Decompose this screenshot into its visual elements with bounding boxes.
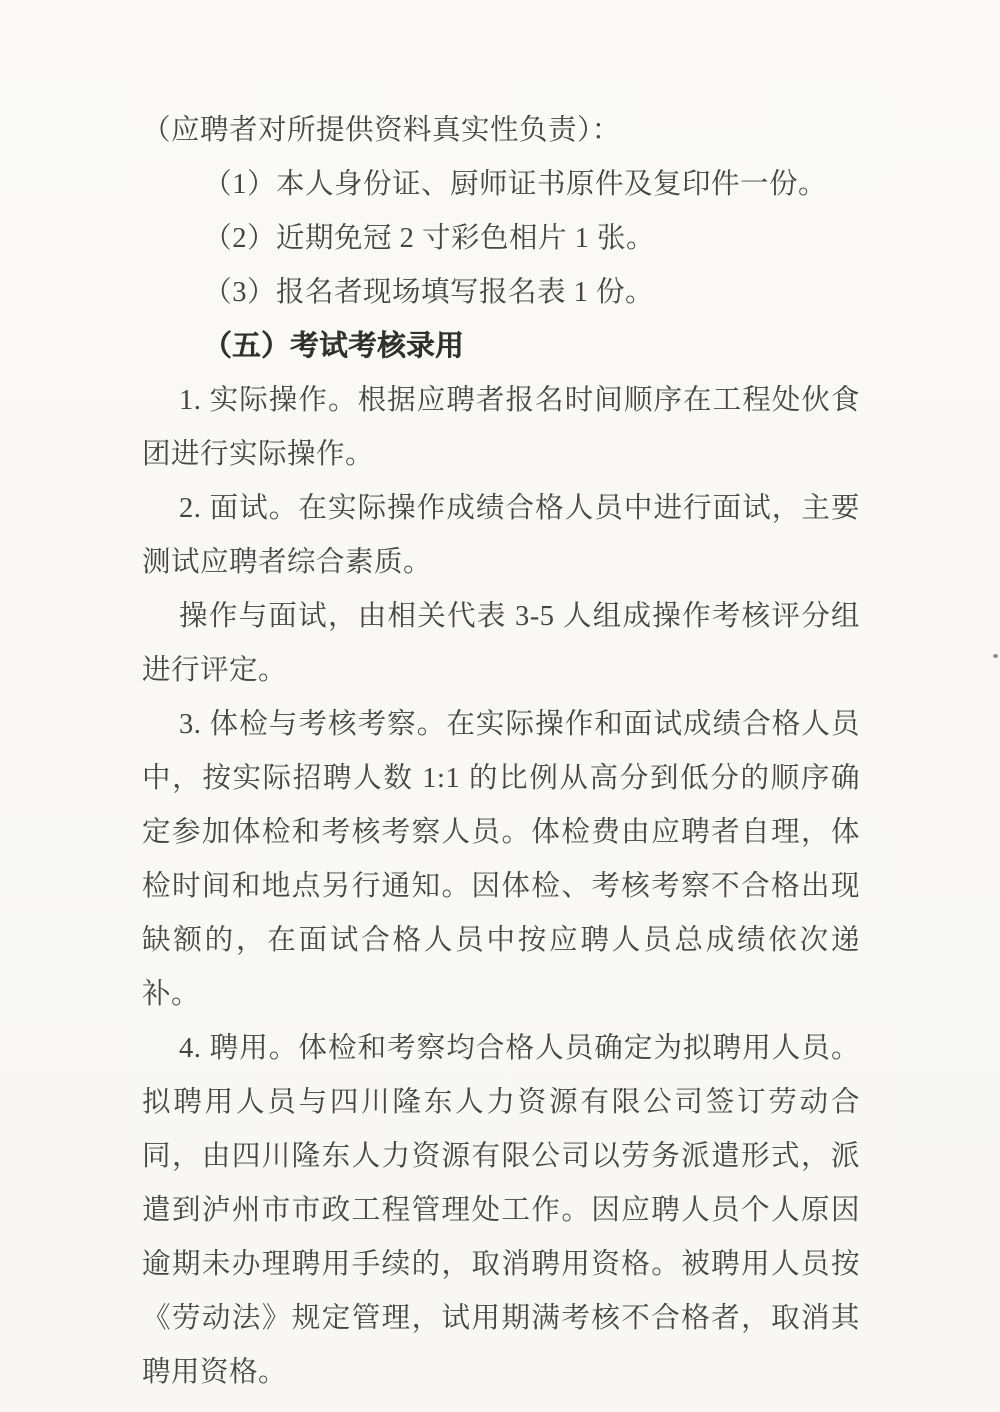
scan-artifact-speck (993, 654, 998, 658)
list-item-3: （3）报名者现场填写报名表 1 份。 (203, 277, 655, 308)
paragraph-scoring-group: 操作与面试，由相关代表 3-5 人组成操作考核评分组进行评定。 (142, 601, 860, 686)
paragraph-employment: 4. 聘用。体检和考察均合格人员确定为拟聘用人员。拟聘用人员与四川隆东人力资源有限公司签订劳动合同，由四川隆东人力资源有限公司以劳务派遣形式，派遣到泸州市市政工程管理处工作。因应聘人员个人原因逾期未办理聘用手续的，取消聘用资格。被聘用人员按《劳动法》规定管理，试用期满考核不合格者，取消其聘用资格。 (142, 1033, 860, 1388)
intro-line: （应聘者对所提供资料真实性负责）： (142, 115, 621, 146)
list-item-2: （2）近期免冠 2 寸彩色相片 1 张。 (203, 223, 656, 254)
paragraph-practical-operation: 1. 实际操作。根据应聘者报名时间顺序在工程处伙食团进行实际操作。 (142, 385, 860, 470)
list-item-1: （1）本人身份证、厨师证书原件及复印件一份。 (203, 169, 828, 200)
section-heading: （五）考试考核录用 (203, 331, 465, 362)
paragraph-interview: 2. 面试。在实际操作成绩合格人员中进行面试，主要测试应聘者综合素质。 (142, 493, 860, 578)
document-body (142, 104, 860, 1400)
paragraph-physical-exam: 3. 体检与考核考察。在实际操作和面试成绩合格人员中，按实际招聘人数 1:1 的比例从高分到低分的顺序确定参加体检和考核考察人员。体检费由应聘者自理，体检时间和地点另行通知。因体检、考核考察不合格出现缺额的，在面试合格人员中按应聘人员总成绩依次递补。 (142, 709, 860, 1010)
